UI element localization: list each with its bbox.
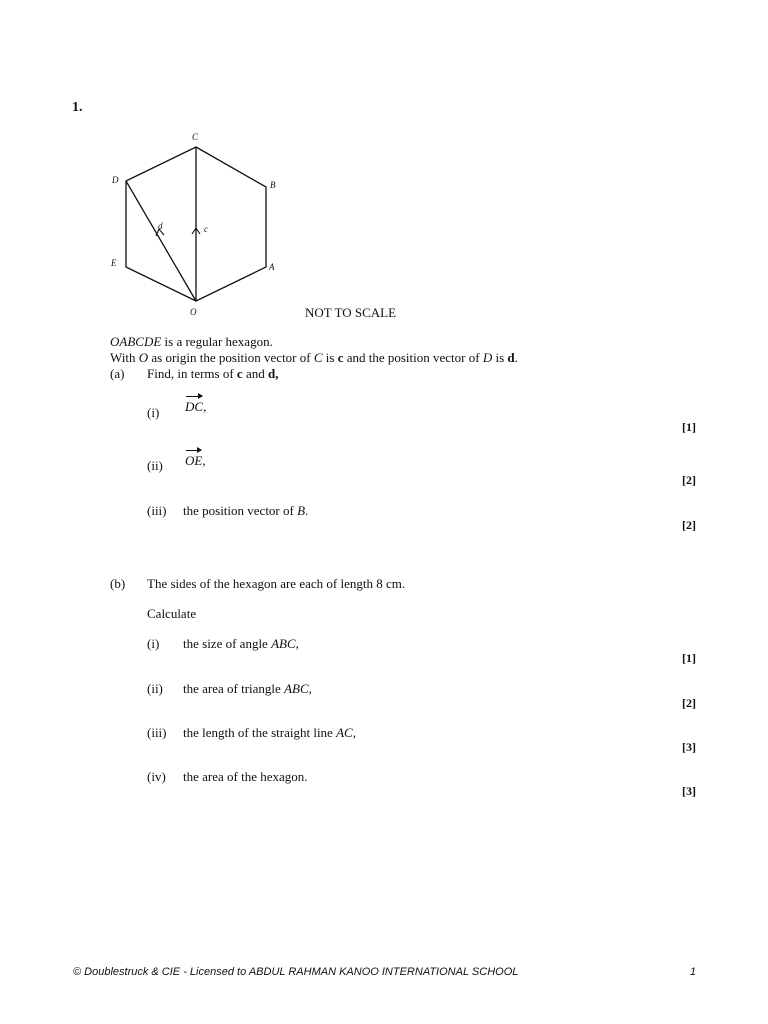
label-b: B <box>270 180 276 190</box>
part-b-iii-mark: [3] <box>682 740 696 754</box>
page-number: 1 <box>689 966 696 978</box>
intro-line-1: OABCDE is a regular hexagon. <box>110 334 273 349</box>
label-d-vector: d <box>158 221 163 231</box>
part-a-i-num: (i) <box>147 405 160 420</box>
part-a-i-mark: [1] <box>682 420 696 434</box>
part-b-iii-num: (iii) <box>147 725 167 740</box>
vector-d-line <box>126 181 196 301</box>
part-b-ii-mark: [2] <box>682 696 696 710</box>
label-c: C <box>192 132 199 142</box>
part-a-text: Find, in terms of c and d, <box>147 366 279 381</box>
part-b-text: The sides of the hexagon are each of length 8 cm. <box>147 576 406 591</box>
intro-line-2: With O as origin the position vector of C is c and the position vector of D is d. <box>110 350 518 365</box>
label-a: A <box>269 262 275 272</box>
part-b-i-text: the size of angle ABC, <box>183 636 299 651</box>
part-a-label: (a) <box>110 366 125 381</box>
part-a-iii-num: (iii) <box>147 503 167 518</box>
label-o: O <box>190 307 197 317</box>
part-a-iii-mark: [2] <box>682 518 696 532</box>
part-a-ii-num: (ii) <box>147 458 163 473</box>
part-a-iii-text: the position vector of B. <box>183 503 309 518</box>
part-b-label: (b) <box>110 576 126 591</box>
part-b-iv-mark: [3] <box>682 784 696 798</box>
question-number: 1. <box>72 100 83 115</box>
part-b-i-num: (i) <box>147 636 160 651</box>
hexagon-figure <box>100 125 290 325</box>
label-d: D <box>112 175 119 185</box>
part-b-iv-num: (iv) <box>147 769 166 784</box>
part-b-ii-num: (ii) <box>147 681 163 696</box>
part-b-iv-text: the area of the hexagon. <box>183 769 308 784</box>
part-a-ii-mark: [2] <box>682 473 696 487</box>
part-b-iii-text: the length of the straight line AC, <box>183 725 356 740</box>
part-a-i-text: DC, <box>185 399 207 414</box>
calculate-label: Calculate <box>147 606 197 621</box>
label-c-vector: c <box>204 224 208 234</box>
label-e: E <box>111 258 117 268</box>
part-b-ii-text: the area of triangle ABC, <box>183 681 312 696</box>
not-to-scale-note: NOT TO SCALE <box>305 305 397 320</box>
footer-copyright: © Doublestruck & CIE - Licensed to ABDUL RAHMAN KANOO INTERNATIONAL SCHOOL <box>73 966 519 978</box>
part-b-i-mark: [1] <box>682 651 696 665</box>
part-a-ii-text: OE, <box>185 453 206 468</box>
